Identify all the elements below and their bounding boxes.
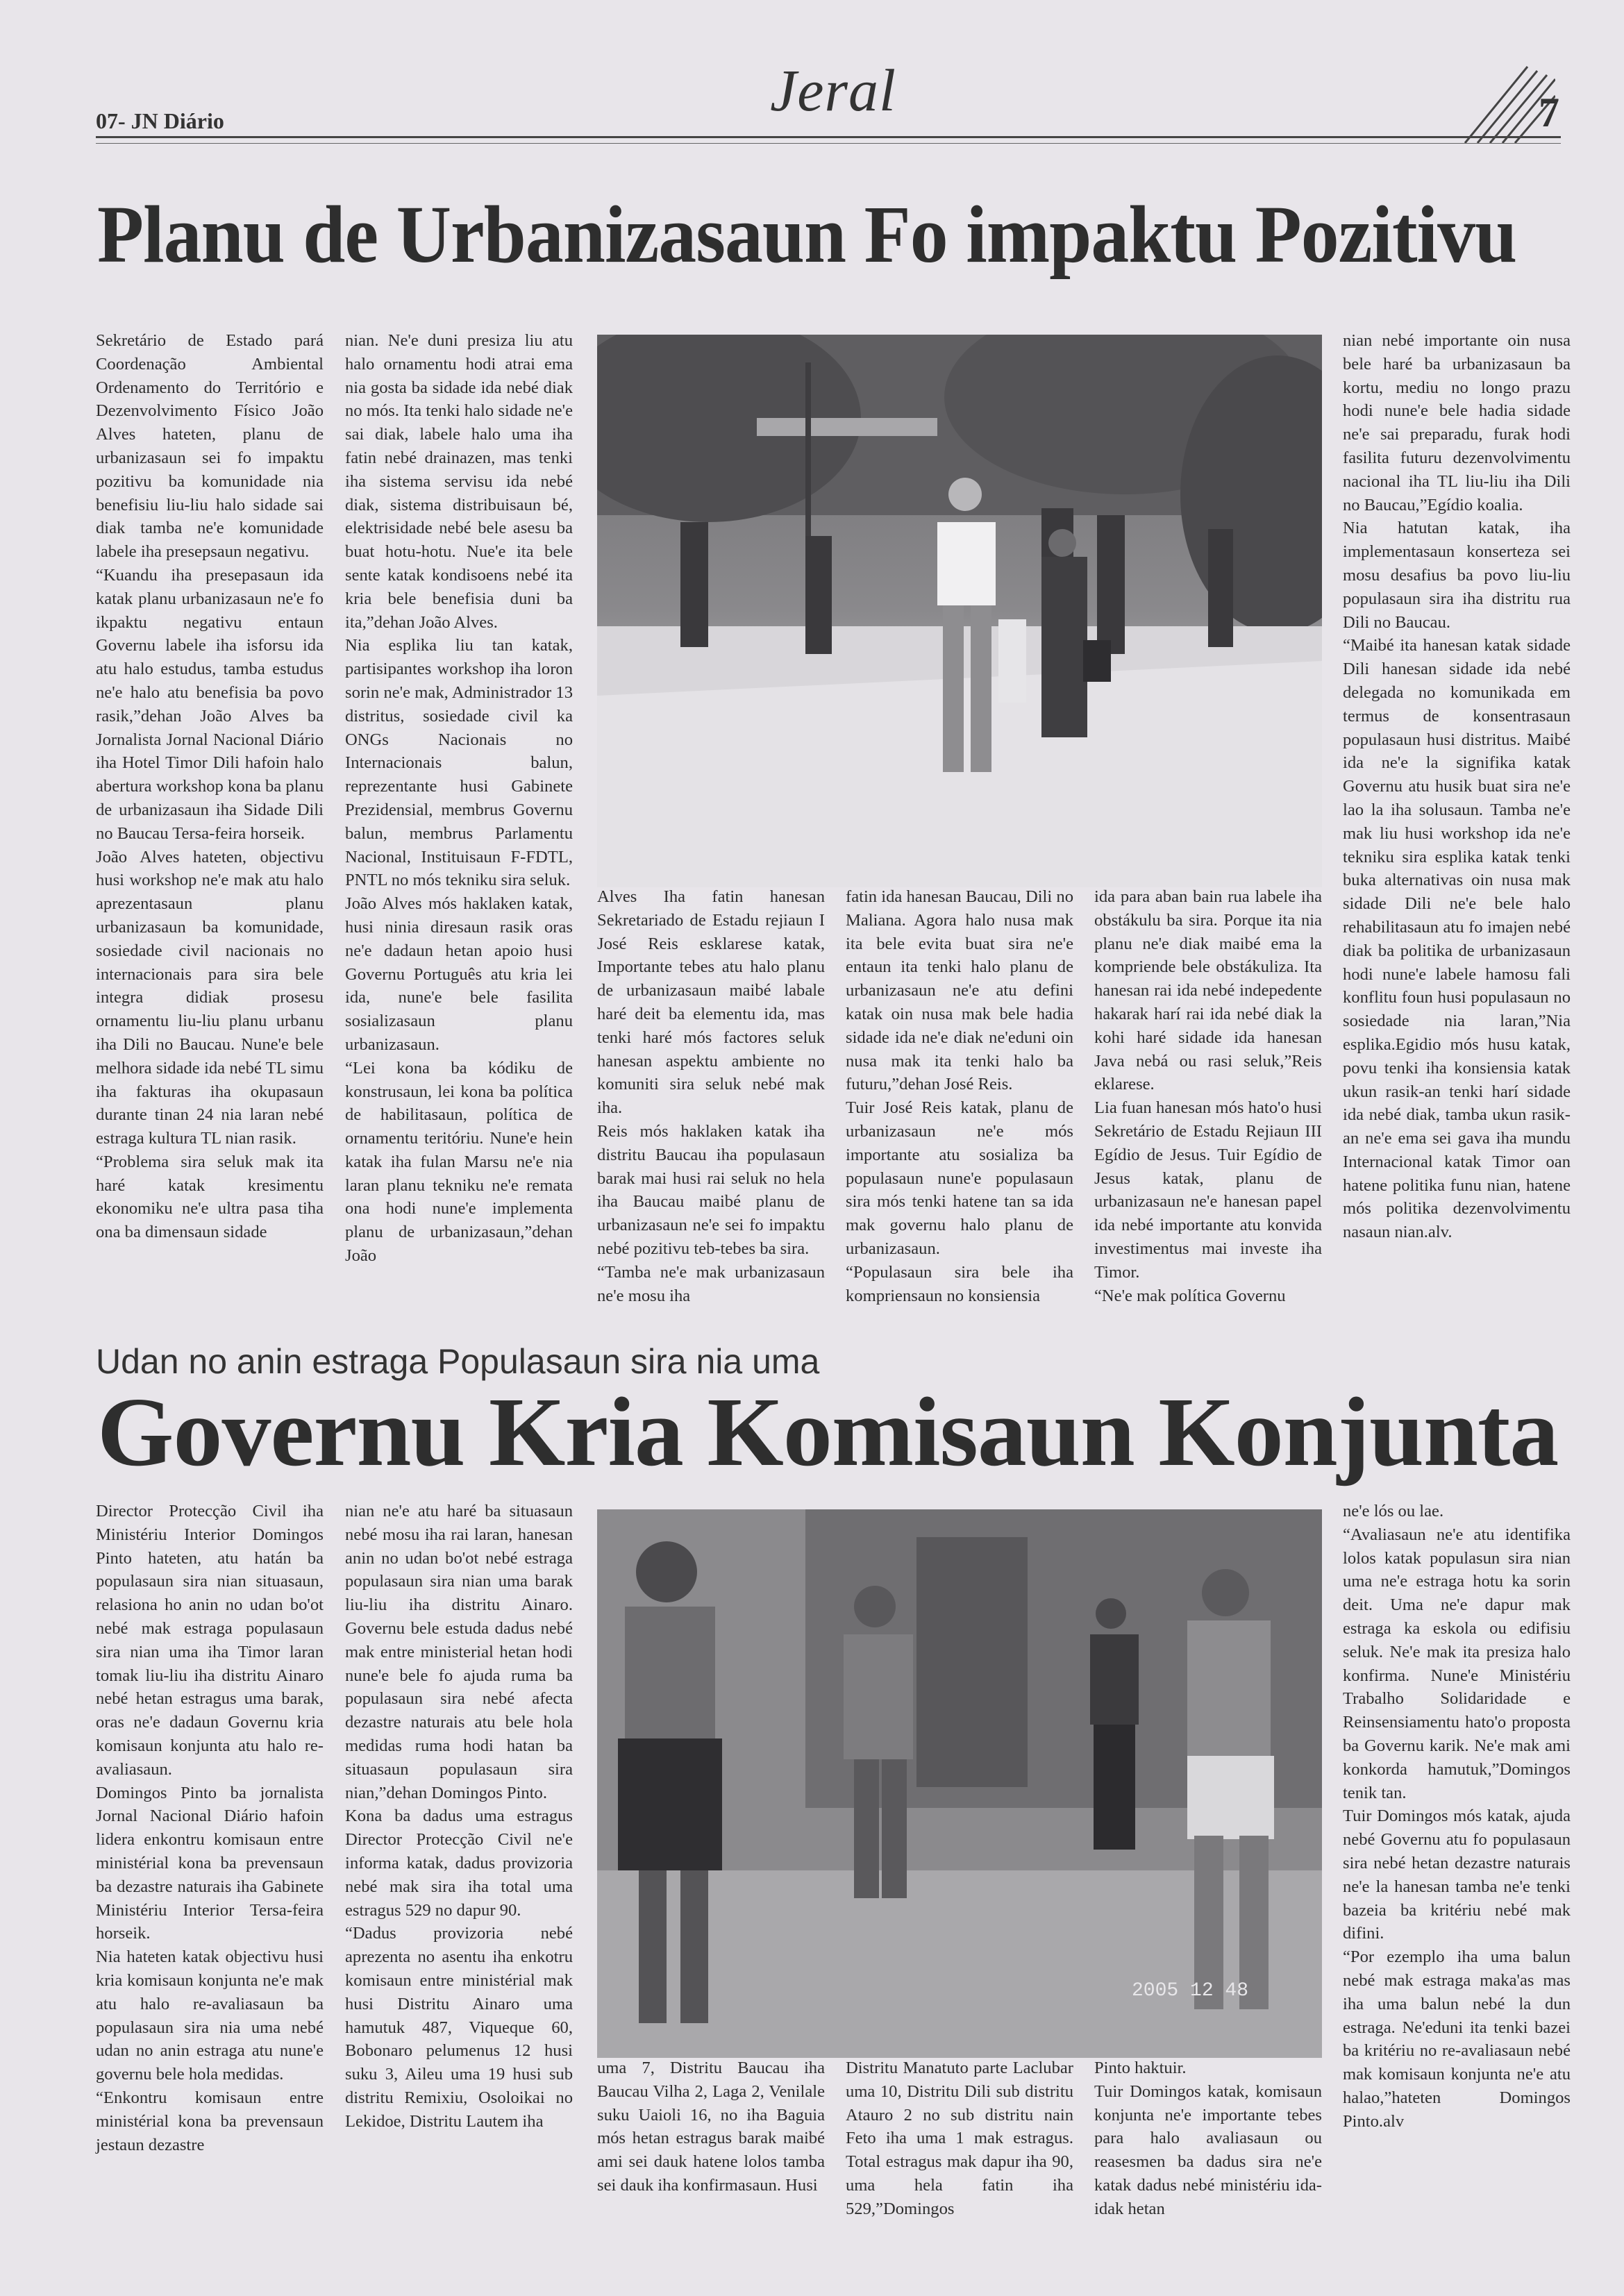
article2-col6 [1343, 1500, 1571, 2134]
paragraph: Sekretário de Estado pará Coordenação Ambiental Ordenamento do Território e Dezenvolvimento Físico João Alves hateten, planu de urbanizasaun sei fo impaktu pozitivu ba komunidade nia benefisiu liu-liu halo sidade sai diak tamba ne'e komunidade labele iha presepsaun negativu. [96, 331, 324, 562]
article2-col2 [345, 1500, 573, 2134]
paragraph: ida para aban bain rua labele iha obstákulu ba sira. Porque ita nia planu ne'e diak maibé ema la kompriende bele obstákuliza. Ita hanesan rai ida nebé indepedente hakarak harí rai ida nebé diak la kohi haré sidade ida hanesan Java nebá ou rasi seluk,”Reis eklarese. [1094, 887, 1322, 1094]
article1-col4 [846, 885, 1073, 1307]
paragraph: Pinto haktuir. [1094, 2059, 1187, 2077]
article1-col1 [96, 329, 324, 1244]
paragraph: Reis mós haklaken katak iha distritu Baucau iha populasaun barak mai husi rai seluk no hela iha Baucau maibé planu de urbanizasaun ne'e sei fo impaktu nebé pozitivu teb-tebes ba sira. [597, 1121, 825, 1258]
photo-date-stamp: 2005 12 48 [1132, 1980, 1249, 2002]
article2-headline: Governu Kria Komisaun Konjunta [97, 1377, 1559, 1486]
paragraph: “Populasaun sira bele iha kompriensaun no konsiensia [846, 1262, 1073, 1305]
paragraph: nian nebé importante oin nusa bele haré ba urbanizasaun ba kortu, mediu no longo prazu hodi nune'e bele hadia sidade ne'e sai preparadu, furak hodi fasilita futuru dezenvolvimentu nacional iha TL liu-liu iha Dili no Baucau,”Egídio koalia. [1343, 331, 1571, 514]
paragraph: nian ne'e atu haré ba situasaun nebé mosu iha rai laran, hanesan anin no udan bo'ot nebé estraga populasaun sira nian uma barak liu-liu iha distritu Ainaro. Governu bele estuda dadus nebé mak entre ministerial hetan hodi nune'e bele fo ajuda ruma ba populasaun sira nebé afecta dezastre naturais atu bele hola medidas ruma hodi hatan ba situasaun populasaun sira nian,”dehan Domingos Pinto. [345, 1502, 573, 1802]
article2-kicker: Udan no anin estraga Populasaun sira nia uma [96, 1342, 820, 1381]
article2-col3 [597, 2056, 825, 2197]
paragraph: “Tamba ne'e mak urbanizasaun ne'e mosu iha [597, 1262, 825, 1305]
paragraph: Distritu Manatuto parte Laclubar uma 10, Distritu Dili sub distritu Atauro 2 no sub distritu nain Feto iha uma 1 mak estragus. Total estragus mak dapur iha 90, uma hela fatin iha 529,”Domingos [846, 2059, 1073, 2218]
article1-col2 [345, 329, 573, 1268]
page-number: 7 [1539, 90, 1559, 135]
paragraph: fatin ida hanesan Baucau, Dili no Maliana. Agora halo nusa mak ita bele evita buat sira ne'e entaun ita tenki halo planu de urbanizasaun ne'e atu defini katak oin nusa mak bele hadia sidade ida ne'e diak ne'eduni oin nusa mak ita tenki halo ba futuru,”dehan José Reis. [846, 887, 1073, 1094]
section-label: Jeral [770, 57, 896, 124]
paragraph: Tuir Domingos mós katak, ajuda nebé Governu atu fo populasaun sira nebé hetan dezastre naturais ne'e la hanesan tamba ne'e tenki bazeia ba kritériu nebé mak difini. [1343, 1807, 1571, 1943]
paragraph: “Avaliasaun ne'e atu identifika lolos katak populasun sira nian uma ne'e estraga hotu ka sorin deit. Uma ne'e dapur mak estraga ka eskola ou edifisiu seluk. Ne'e mak ita presiza halo konfirma. Nune'e Ministériu Trabalho Solidaridade e Reinsensiamentu hato'o proposta ba Governu karik. Ne'e mak ami konkorda hamutuk,”Domingos tenik tan. [1343, 1525, 1571, 1802]
paragraph: ne'e lós ou lae. [1343, 1502, 1444, 1520]
paragraph: “Problema sira seluk mak ita haré katak kresimentu ekonomiku ne'e ultra pasa tiha ona ba dimensaun sidade [96, 1152, 324, 1242]
paragraph: Kona ba dadus uma estragus Director Protecção Civil ne'e informa katak, dadus provizoria nebé mak sira iha total uma estragus 529 no dapur 90. [345, 1807, 573, 1920]
article1-headline: Planu de Urbanizasaun Fo impaktu Pozitivu [97, 189, 1517, 280]
article2-col4 [846, 2056, 1073, 2221]
paragraph: “Lei kona ba kódiku de konstrusaun, lei kona ba política de habilitasaun, política de ornamentu teritóriu. Nune'e hein katak iha fulan Marsu ne'e nia laran planu tekniku ne'e remata ona hodi nune'e implementa planu de urbanizasaun,”dehan João [345, 1058, 573, 1266]
article1-col3 [597, 885, 825, 1307]
paragraph: Nia esplika liu tan katak, partisipantes workshop iha loron sorin ne'e mak, Administrador 13 distritus, sosiedade civil ka ONGs Nacionais no Internacionais balun, reprezentante husi Gabinete Prezidensial, membrus Governu balun, membrus Parlamentu Nacional, Instituisaun F-FDTL, PNTL no mós tekniku sira seluk. [345, 636, 573, 890]
paragraph: Nia hatutan katak, iha implementasaun konserteza sei mosu desafius ba povo liu-liu populasaun sira iha distritu rua Dili no Baucau. [1343, 519, 1571, 632]
paragraph: Alves Iha fatin hanesan Sekretariado de Estadu rejiaun I José Reis esklarese katak, Importante tebes atu halo planu de urbanizasaun maibé labale haré deit ba elementu ida, mas tenki haré mós factores seluk hanesan aspektu ambiente no komuniti sira seluk nebé mak iha. [597, 887, 825, 1118]
article1-col5 [1094, 885, 1322, 1307]
paragraph: “Maibé ita hanesan katak sidade Dili hanesan sidade ida nebé delegada no komunikada em termus de konsentrasaun populasaun husi distritus. Maibé ida ne'e la signifika katak Governu atu husik buat sira ne'e lao la iha solusaun. Tamba ne'e mak liu husi workshop ida ne'e tekniku sira esplika katak tenki buka alternativas oin nusa mak sidade Dili ne'e bele halo rehabilitasaun atu fo imajen nebé diak ba politika de urbanizasaun hodi nune'e labele hamosu fali konflitu foun husi populasaun no sosiedade nia laran,”Nia esplika.Egidio mós husu katak, povu tenki iha konsiensia katak ukun rasik-an tenki harí sidade ida nebé diak, tamba ukun rasik-an ne'e ema sei gava iha mundu Internacional katak Timor oan hatene politika funu nian, hatene mós politika dezenvolvimentu nasaun nian.alv. [1343, 636, 1571, 1242]
paragraph: Domingos Pinto ba jornalista Jornal Nacional Diário hafoin lidera enkontru komisaun entre ministérial kona ba prevensaun ba dezastre naturais iha Gabinete Ministériu Interior Tersa-feira horseik. [96, 1783, 324, 1943]
header-rule-thin [96, 143, 1561, 144]
paragraph: João Alves mós haklaken katak, husi ninia diresaun rasik oras ne'e dadaun hetan apoio husi Governu Português atu kria lei ida, nune'e bele fasilita sosializasaun planu urbanizasaun. [345, 894, 573, 1054]
paragraph: “Ne'e mak política Governu [1094, 1286, 1286, 1305]
paragraph: “Por ezemplo iha uma balun nebé mak estraga maka'as mas iha uma balun nebé la dun estraga. Ne'eduni ita tenki bazei ba kritériu no re-avaliasaun nebé mak komisaun konjunta ne'e atu halao,”hateten Domingos Pinto.alv [1343, 1947, 1571, 2131]
article1-photo [597, 335, 1322, 887]
newspaper-page-label: 07- JN Diário [96, 108, 224, 133]
paragraph: uma 7, Distritu Baucau iha Baucau Vilha 2, Laga 2, Venilale suku Uaioli 16, no iha Baguia mós hetan estragus barak maibé ami sei dauk hatene lolos tamba sei dauk iha konfirmasaun. Husi [597, 2059, 825, 2195]
paragraph: Nia hateten katak objectivu husi kria komisaun konjunta ne'e mak atu halo re-avaliasaun ba populasaun sira nia uma nebé udan no anin estraga atu nune'e governu bele hola medidas. [96, 1947, 324, 2084]
article2-col1 [96, 1500, 324, 2156]
paragraph: “Kuandu iha presepasaun ida katak planu urbanizasaun ne'e fo ikpaktu negativu entaun Governu labele iha isforsu ida atu halo estudus, tamba estudus ne'e halo atu benefisia ba povo rasik,”dehan João Alves ba Jornalista Jornal Nacional Diário iha Hotel Timor Dili hafoin halo abertura workshop kona ba planu de urbanizasaun iha Sidade Dili no Baucau Tersa-feira horseik. [96, 565, 324, 843]
article2-photo [597, 1509, 1322, 2058]
paragraph: João Alves hateten, objectivu husi workshop ne'e mak atu halo aprezentasaun planu urbanizasaun ba komunidade, sosiedade civil nacionais no internacionais para sira bele integra didiak prosesu ornamentu liu-liu planu urbanu iha Dili no Baucau. Nune'e bele melhora sidade ida nebé TL simu iha fakturas iha okupasaun durante tinan 24 nia laran nebé estraga kultura TL nian rasik. [96, 847, 324, 1148]
paragraph: “Dadus provizoria nebé aprezenta no asentu iha enkotru komisaun entre ministérial mak husi Distritu Ainaro uma hamutuk 487, Viqueque 60, Bobonaro pelumenus 12 husi suku 3, Aileu uma 19 husi sub distritu Remixiu, Osoloikai no Lekidoe, Distritu Lautem iha [345, 1924, 573, 2131]
header-rule [96, 136, 1561, 138]
article2-col5 [1094, 2056, 1322, 2221]
paragraph: Tuir Domingos katak, komisaun konjunta ne'e importante tebes para halo avaliasaun ou reasesmen ba dadus sira ne'e katak dadus nebé ministériu ida-idak hetan [1094, 2081, 1322, 2218]
paragraph: nian. Ne'e duni presiza liu atu halo ornamentu hodi atrai ema nia gosta ba sidade ida nebé diak no mós. Ita tenki halo sidade ne'e sai diak, labele halo uma iha fatin nebé drainazen, mas tenki iha sistema servisu ida nebé diak, sistema distribuisaun bé, elektrisidade nebé bele asesu ba buat hotu-hotu. Nue'e ita bele sente katak kondisoens nebé ita kria bele benefisia duni ba ita,”dehan João Alves. [345, 331, 573, 632]
article1-col6 [1343, 329, 1571, 1244]
paragraph: Director Protecção Civil iha Ministériu Interior Domingos Pinto hateten, atu hatán ba populasaun sira nian situasaun, relasiona ho anin no udan bo'ot nebé mak estraga populasaun sira nian uma iha Timor laran tomak liu-liu iha distritu Ainaro nebé hetan estragus uma barak, oras ne'e dadaun Governu kria komisaun konjunta atu halo re-avaliasaun. [96, 1502, 324, 1779]
paragraph: Lia fuan hanesan mós hato'o husi Sekretário de Estadu Rejiaun III Egídio de Jesus. Tuir Egídio de Jesus katak, planu de urbanizasaun ne'e hanesan papel ida nebé importante atu konvida investimentus mai investe iha Timor. [1094, 1098, 1322, 1282]
paragraph: “Enkontru komisaun entre ministérial kona ba prevensaun jestaun dezastre [96, 2088, 324, 2154]
paragraph: Tuir José Reis katak, planu de urbanizasaun ne'e mós importante atu sosializa ba populasaun nune'e populasaun sira mós tenki hatene tan sa ida mak governu halo planu de urbanizasaun. [846, 1098, 1073, 1258]
